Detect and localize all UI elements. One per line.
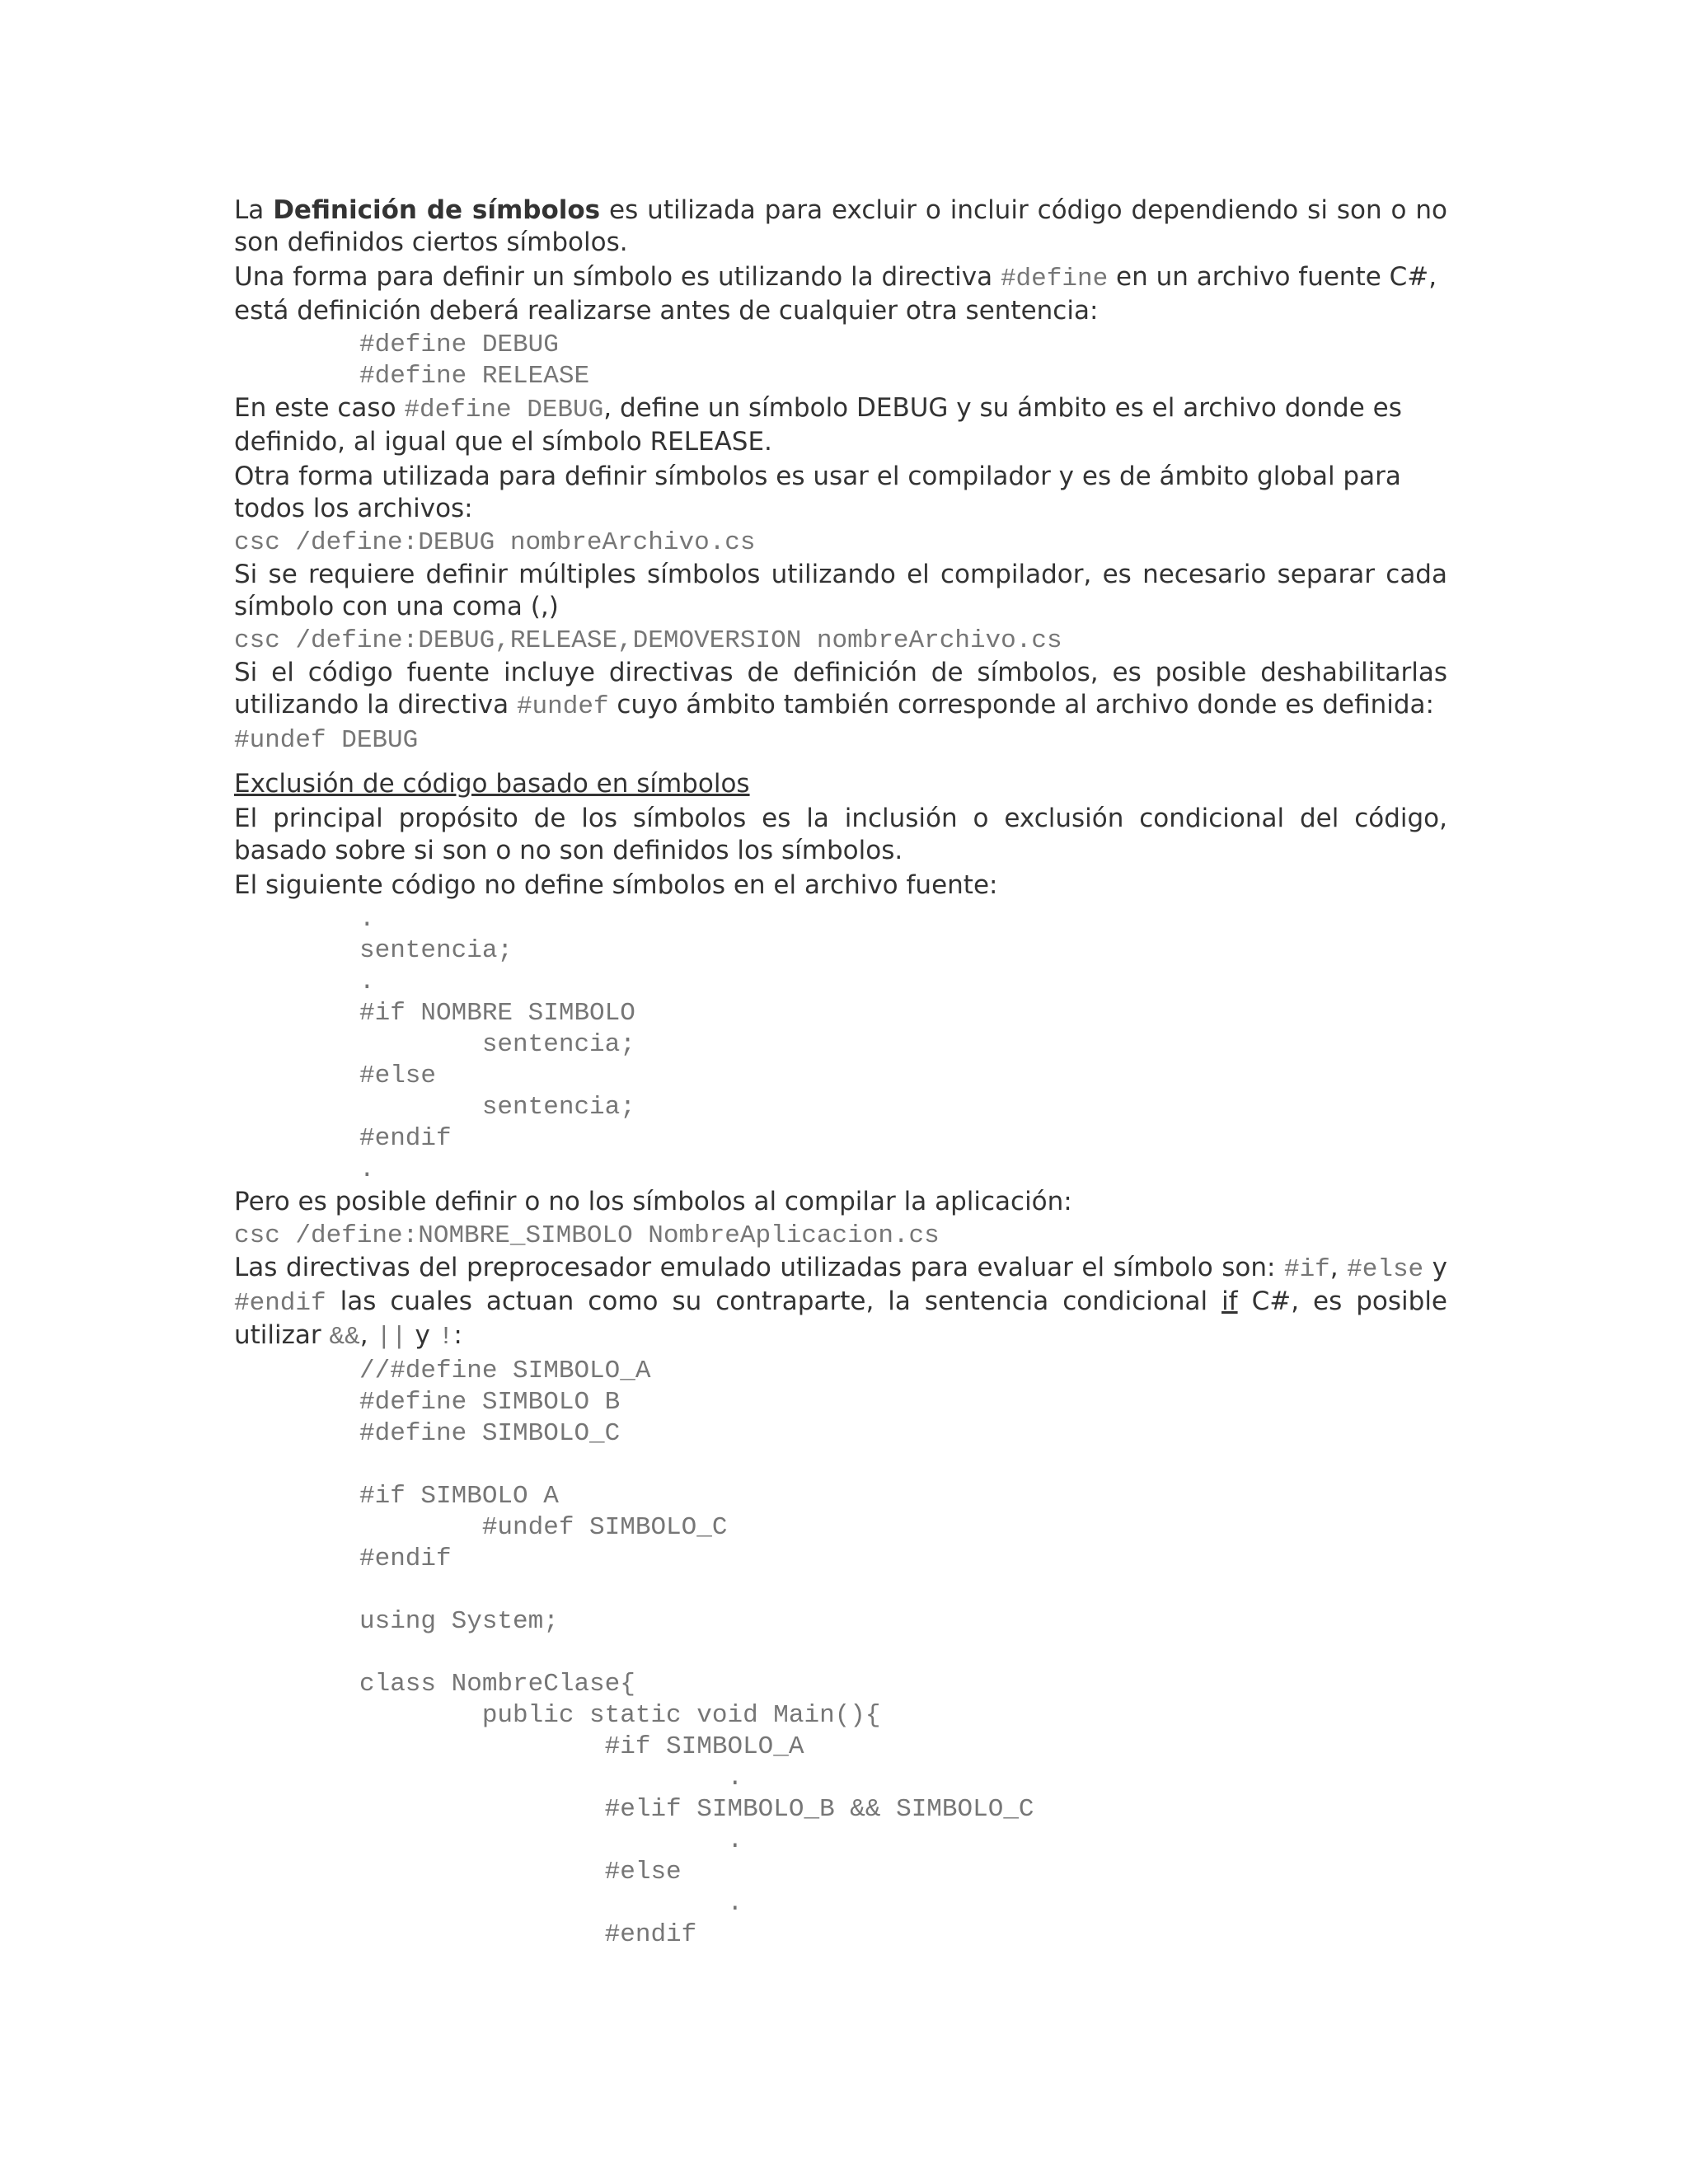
undef-post: cuyo ámbito también corresponde al archivo donde es definida:: [608, 690, 1434, 719]
no-define-paragraph: El siguiente código no define símbolos en el archivo fuente:: [234, 870, 998, 900]
if-underlined: if: [1221, 1286, 1238, 1316]
directives-text-6: ,: [359, 1320, 377, 1350]
not-operator: !: [438, 1323, 454, 1352]
intro-bold-term: Definición de símbolos: [273, 195, 601, 225]
undef-command: #undef DEBUG: [234, 726, 419, 755]
compiler-command-3: csc /define:NOMBRE_SIMBOLO NombreAplicacion.cs: [234, 1221, 940, 1250]
directives-text-3: y: [1423, 1253, 1447, 1282]
define-post: en un archivo fuente C#, está definición deberá realizarse antes de cualquier otra sentencia:: [234, 262, 1437, 326]
directives-text-4: las cuales actuan como su contraparte, la sentencia condicional: [326, 1286, 1222, 1316]
directives-text-8: :: [453, 1320, 462, 1350]
define-pre: Una forma para definir un símbolo es utilizando la directiva: [234, 262, 1001, 292]
example-code-block: //#define SIMBOLO_A #define SIMBOLO B #define SIMBOLO_C #if SIMBOLO A #undef SIMBOLO_C #endif using System; class NombreClase{ public static void Main(){ #if SIMBOLO_A . #elif SIMBOLO_B && SIMBOLO_C . #else . #endif: [359, 1357, 1034, 1949]
define-code-block: #define DEBUG #define RELEASE: [359, 330, 590, 391]
conditional-code-block: . sentencia; . #if NOMBRE SIMBOLO sentencia; #else sentencia; #endif .: [359, 905, 635, 1184]
compiler-command-2: csc /define:DEBUG,RELEASE,DEMOVERSION nombreArchivo.cs: [234, 626, 1062, 655]
define-inline-code: #define: [1000, 265, 1109, 293]
compiler-command-1: csc /define:DEBUG nombreArchivo.cs: [234, 528, 756, 557]
directives-text-5: C#, es posible utilizar: [234, 1286, 1447, 1350]
scope-paragraph: [234, 392, 1447, 458]
multiple-symbols-paragraph: Si se requiere definir múltiples símbolos utilizando el compilador, es necesario separar cada símbolo con una coma (,): [234, 560, 1447, 621]
directives-text-2: ,: [1329, 1253, 1348, 1282]
directives-text-7: y: [406, 1320, 438, 1350]
intro-paragraph: [234, 194, 1447, 259]
compile-define-paragraph: Pero es posible definir o no los símbolos al compilar la aplicación:: [234, 1187, 1072, 1216]
directives-paragraph: [234, 1252, 1447, 1353]
undef-paragraph: [234, 657, 1447, 723]
endif-inline-code: #endif: [234, 1289, 326, 1318]
section-heading: Exclusión de código basado en símbolos: [234, 769, 750, 799]
or-operator: ||: [376, 1323, 407, 1352]
undef-pre: Si el código fuente incluye directivas de definición de símbolos, es posible deshabilitarlas utilizando la directiva: [234, 658, 1447, 719]
define-paragraph: [234, 261, 1447, 327]
undef-inline-code: #undef: [516, 692, 609, 721]
directives-text-1: Las directivas del preprocesador emulado utilizadas para evaluar el símbolo son:: [234, 1253, 1284, 1282]
purpose-paragraph: El principal propósito de los símbolos es la inclusión o exclusión condicional del código, basado sobre si son o no son definidos los símbolos.: [234, 804, 1447, 865]
if-inline-code: #if: [1283, 1255, 1330, 1284]
scope-post: , define un símbolo DEBUG y su ámbito es el archivo donde es definido, al igual que el símbolo RELEASE.: [234, 393, 1402, 457]
scope-pre: En este caso: [234, 393, 405, 423]
document-body: [234, 194, 1447, 1951]
and-operator: &&: [329, 1323, 360, 1352]
scope-inline-code: #define DEBUG: [404, 396, 604, 424]
compiler-paragraph: Otra forma utilizada para definir símbolos es usar el compilador y es de ámbito global para todos los archivos:: [234, 462, 1401, 523]
intro-pre: La: [234, 195, 274, 225]
intro-post: es utilizada para excluir o incluir código dependiendo si son o no son definidos ciertos símbolos.: [234, 195, 1447, 257]
else-inline-code: #else: [1347, 1255, 1424, 1284]
